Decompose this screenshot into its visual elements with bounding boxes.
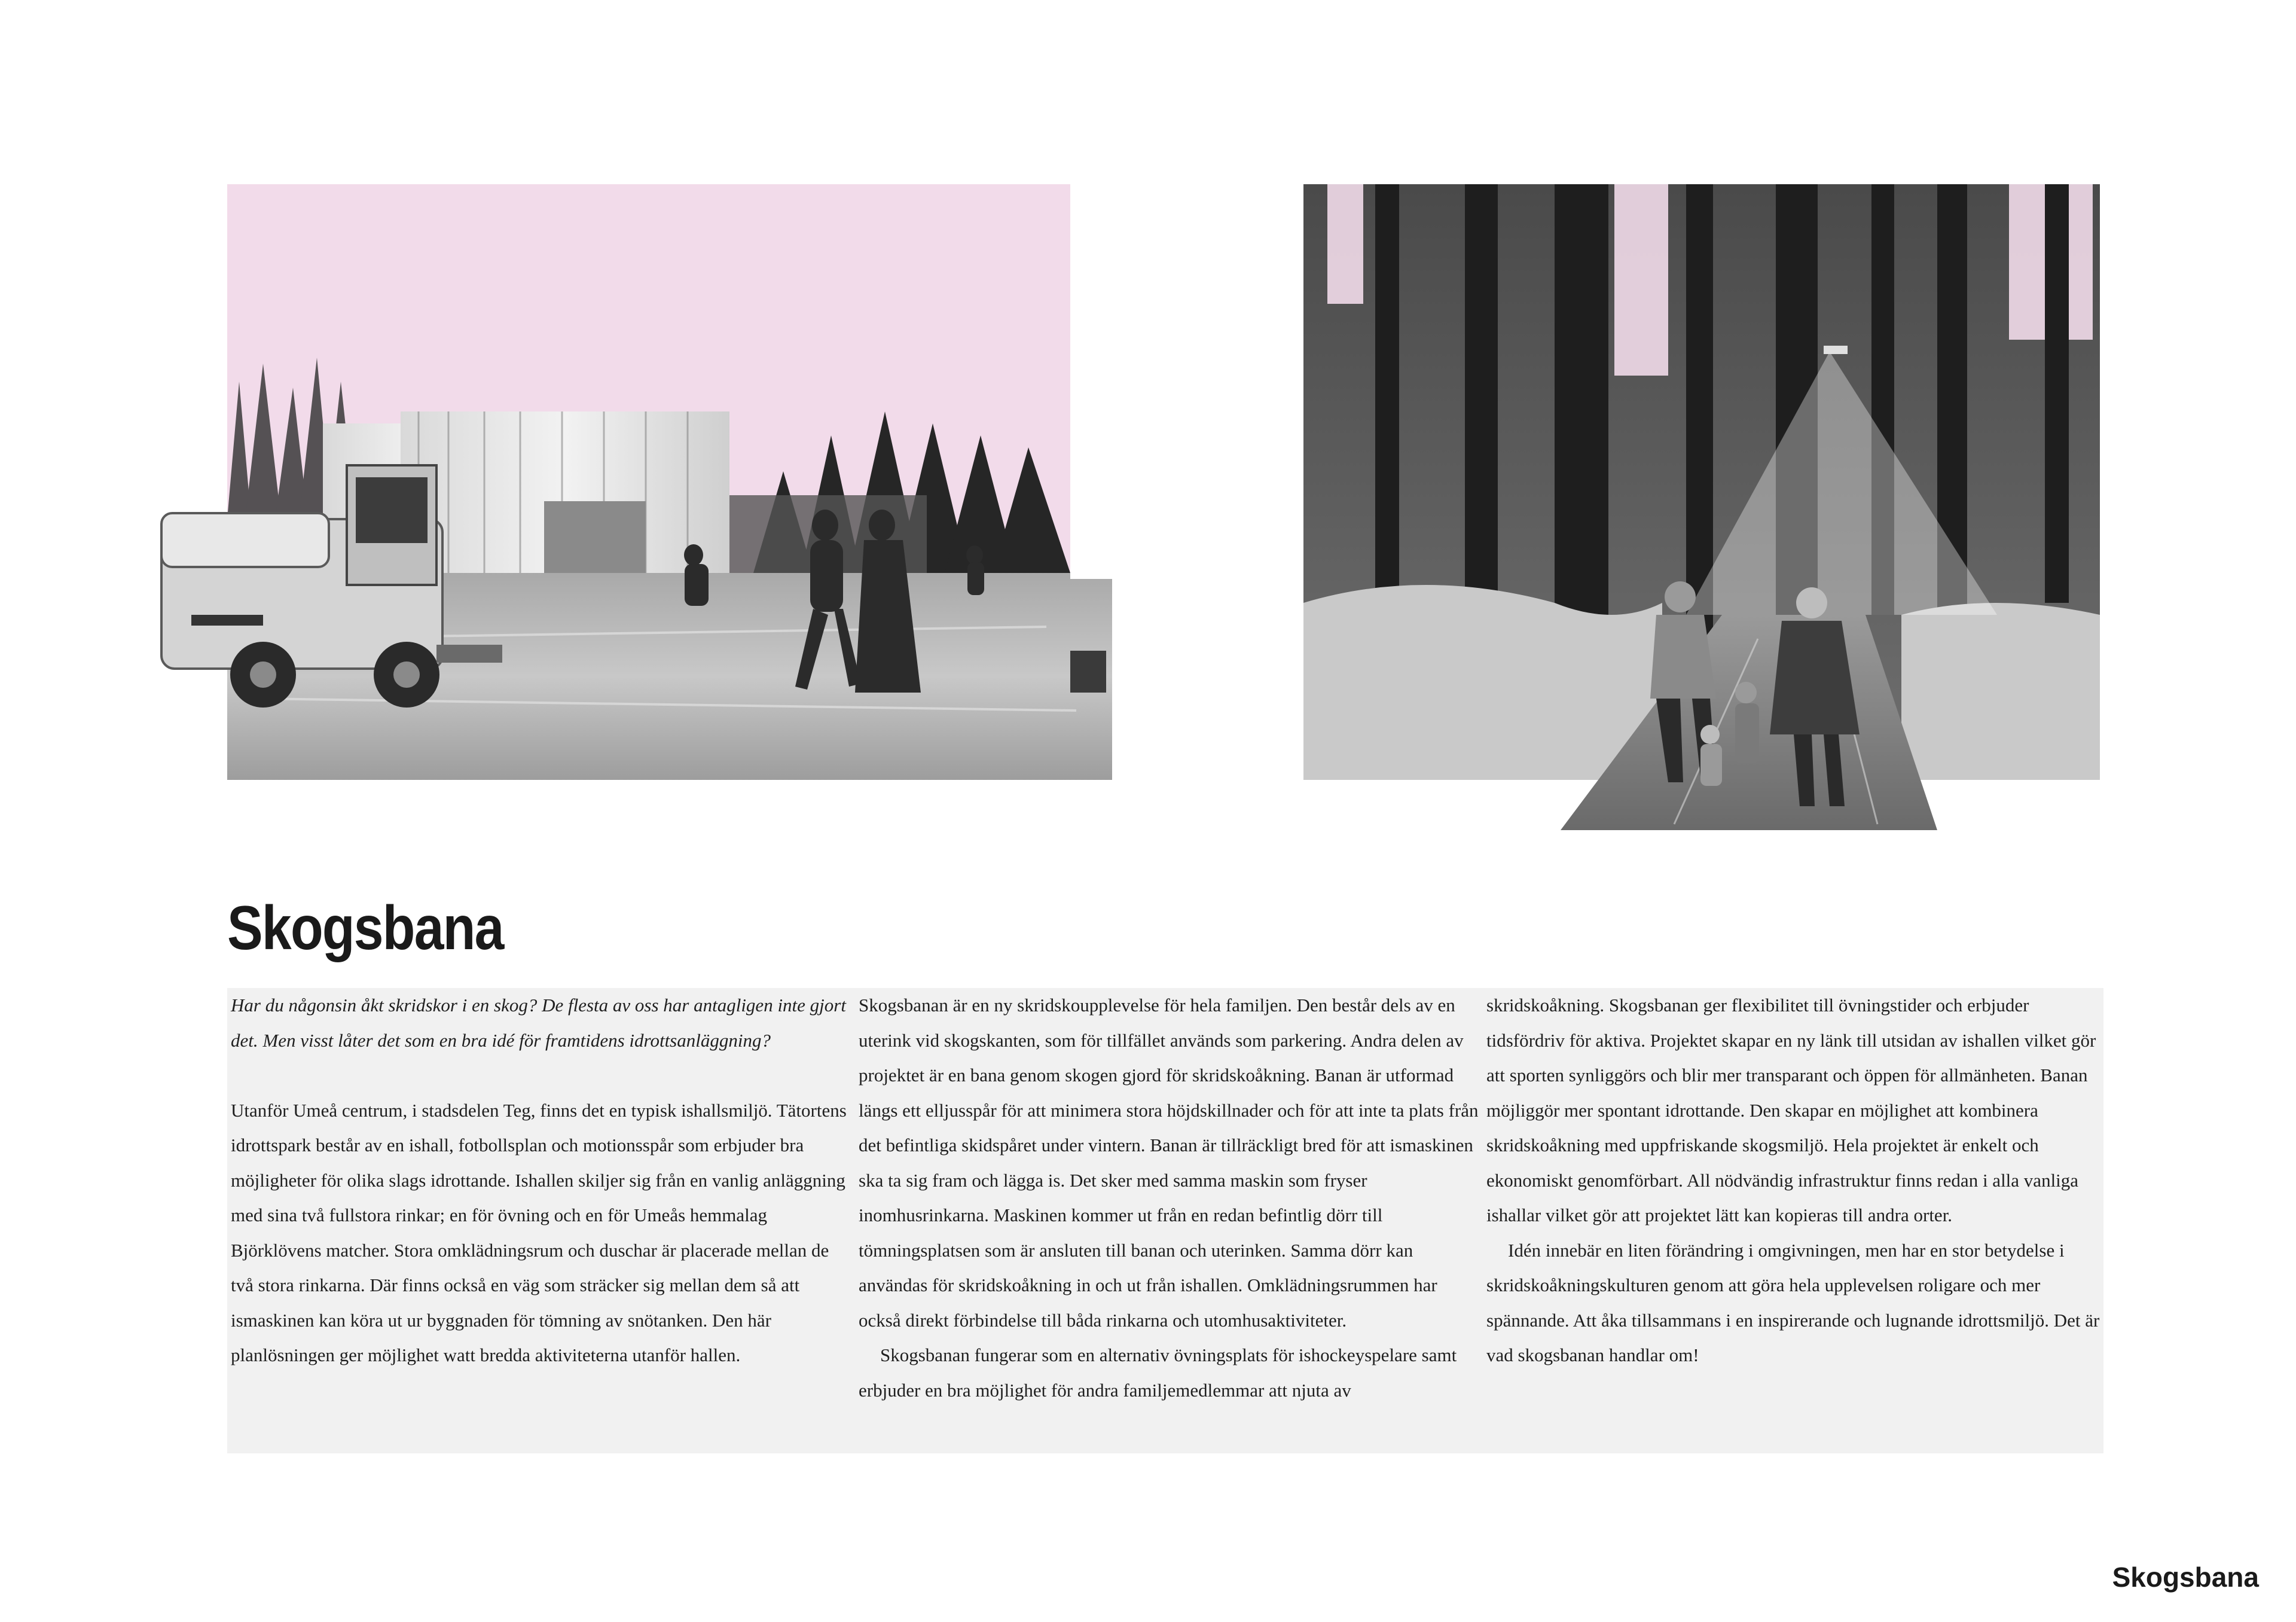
body-paragraph: Idén innebär en liten förändring i omgivningen, men har en stor betydelse i skridskoåkningskulturen genom att göra hela upplevelsen roligare och mer spännande. Att åka tillsammans i en inspirerande och lugnande idrottsmiljö. Det är vad skogsbanan handlar om! <box>1486 1239 2100 1365</box>
body-paragraph: skridskoåkning. Skogsbanan ger flexibilitet till övningstider och erbjuder tidsfördriv för aktiva. Projektet skapar en ny länk till utsidan av ishallen vilket gör att sporten synliggörs och blir mer transparant och öppen för allmänheten. Banan möjliggör mer spontant idrottande. Den skapar en möjlighet att kombinera skridskoåkning med uppfriskande skogsmiljö. Hela projektet är enkelt och ekonomiskt genomförbart. All nödvändig infrastruktur finns redan i alla vanliga ishallar vilket gör att projektet lätt kan kopieras till andra orter. <box>1486 995 2096 1225</box>
page-title: Skogsbana <box>227 894 503 963</box>
text-column-2 <box>859 988 1480 1408</box>
snow-bank-right <box>1901 603 2100 780</box>
article-text-panel <box>227 988 2103 1453</box>
body-paragraph: Utanför Umeå centrum, i stadsdelen Teg, finns det en typisk ishallsmiljö. Tätortens idrottspark består av en ishall, fotbollsplan och motionsspår som erbjuder bra möjligheter för olika slags idrottande. Ishallen skiljer sig från en vanlig anläggning med sina två fullstora rinkar; en för övning och en för Umeås hemmalag Björklövens matcher. Stora omklädningsrum och duschar är placerade mellan de två stora rinkarna. Där finns också en väg som sträcker sig mellan dem så att ismaskinen kan köra ut ur byggnaden för tömning av snötanken. Den här planlösningen ger möjlighet watt bredda aktiviteterna utanför hallen. <box>231 1099 847 1365</box>
rink-collage-image <box>227 184 1100 780</box>
text-column-1 <box>231 988 853 1373</box>
body-paragraph: Skogsbanan är en ny skridskoupplevelse för hela familjen. Den består dels av en uterink vid skogskanten, som för tillfället används som parkering. Andra delen av projektet är en bana genom skogen gjord för skridskoåkning. Banan är utformad längs ett elljusspår för att minimera stora höjdskillnader och för att inte ta plats från det befintliga skidspåret under vintern. Banan är tillräckligt bred för att ismaskinen ska ta sig fram och lägga is. Det sker med samma maskin som fryser inomhusrinkarna. Maskinen kommer ut från en redan befintlig dörr till tömningsplatsen som är ansluten till banan och uterinken. Samma dörr kan användas för skridskoåkning in och ut från ishallen. Omklädningsrummen har också direkt förbindelse till båda rinkarna och utomhusaktiviteter. <box>859 995 1479 1331</box>
intro-paragraph: Har du någonsin åkt skridskor i en skog? De flesta av oss har antagligen inte gjort det. Men visst låter det som en bra idé för framtidens idrottsanläggning? <box>231 995 846 1051</box>
text-column-3 <box>1486 988 2108 1373</box>
forest-trail-collage-image <box>1303 184 2100 830</box>
body-paragraph: Skogsbanan fungerar som en alternativ övningsplats för ishockeyspelare samt erbjuder en bra möjlighet för andra familjemedlemmar att njuta av <box>859 1344 1457 1401</box>
footer-label: Skogsbana <box>2112 1562 2259 1593</box>
